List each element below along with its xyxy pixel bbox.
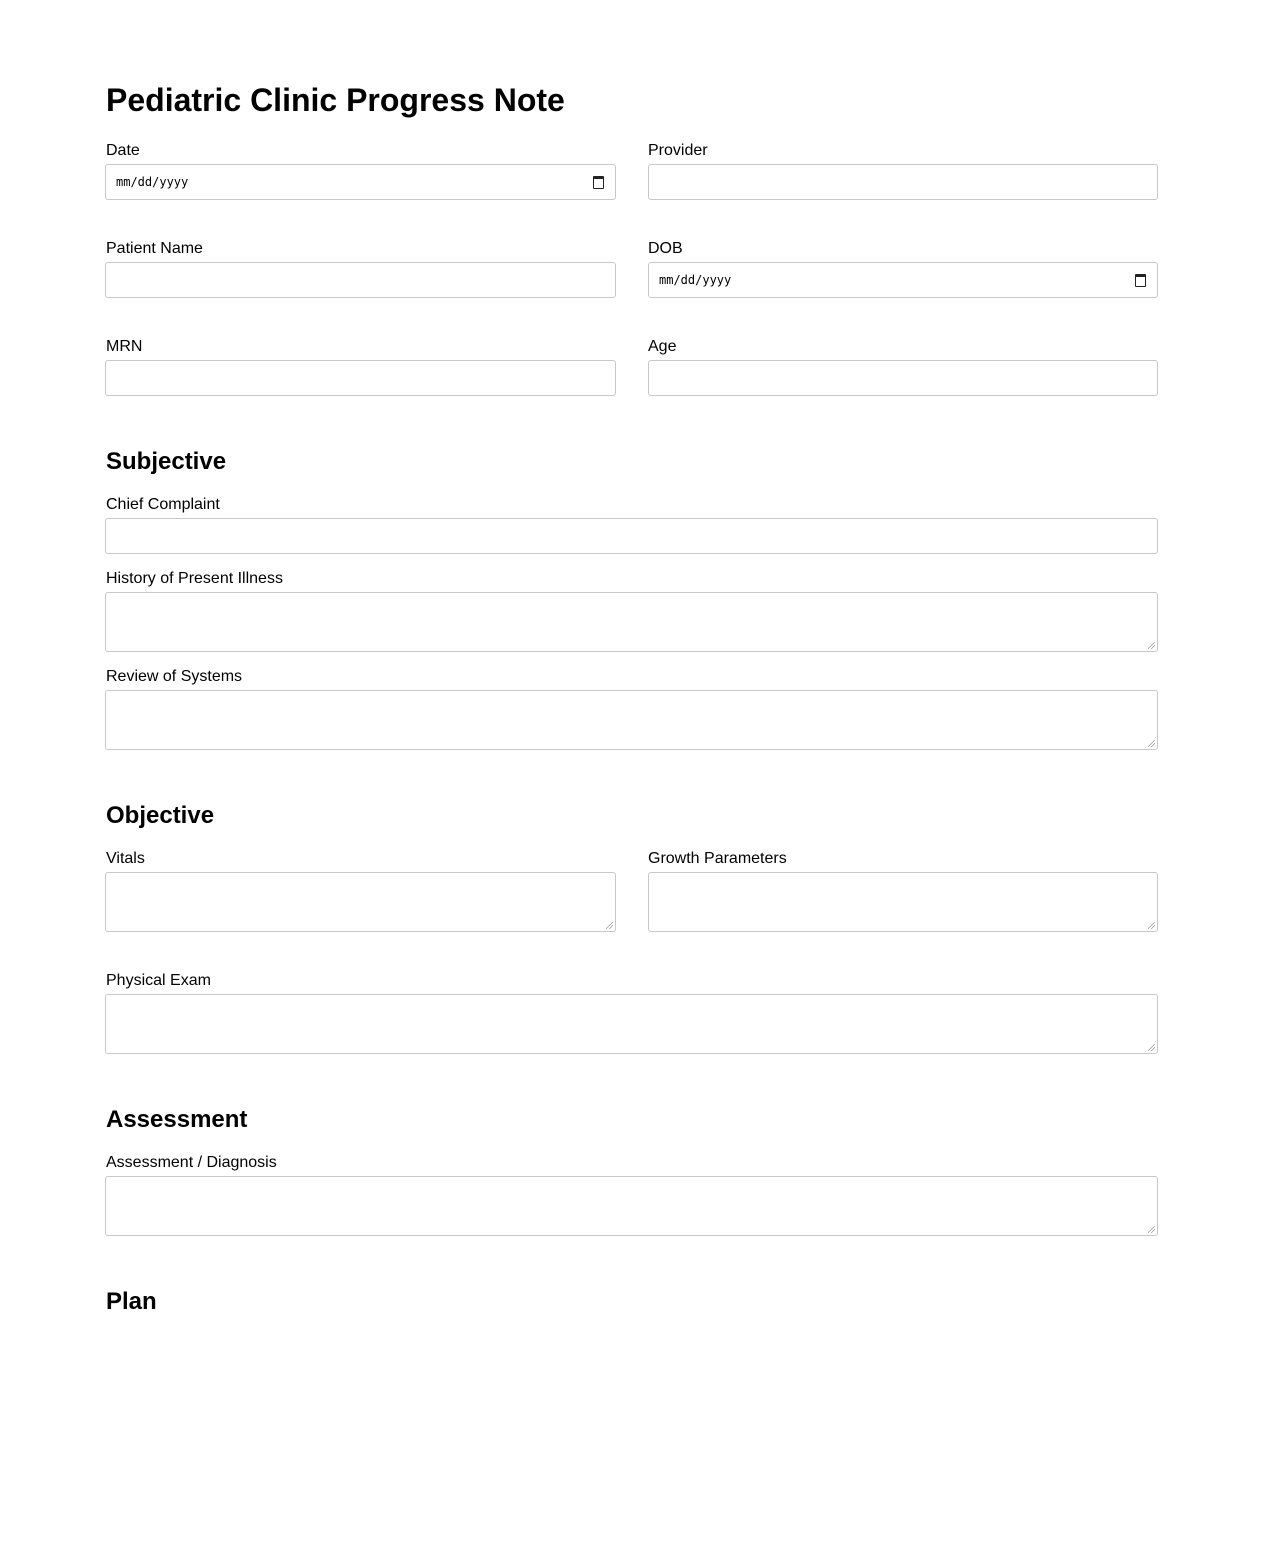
age-label: Age — [648, 338, 677, 355]
resize-handle-icon[interactable] — [1148, 922, 1155, 929]
growth-textarea[interactable] — [648, 872, 1158, 932]
vitals-label: Vitals — [106, 850, 145, 867]
provider-label: Provider — [648, 142, 708, 159]
patient-name-input[interactable] — [105, 262, 616, 298]
age-input[interactable] — [648, 360, 1158, 396]
hpi-textarea[interactable] — [105, 592, 1158, 652]
dob-label: DOB — [648, 240, 683, 257]
physical-exam-label: Physical Exam — [106, 972, 211, 989]
assessment-heading: Assessment — [106, 1106, 248, 1133]
date-placeholder: mm/dd/yyyy — [116, 175, 189, 189]
dob-input[interactable] — [648, 262, 1158, 298]
ros-label: Review of Systems — [106, 668, 243, 685]
vitals-textarea[interactable] — [105, 872, 616, 932]
date-input[interactable] — [105, 164, 616, 200]
physical-exam-textarea[interactable] — [105, 994, 1158, 1054]
ros-textarea[interactable] — [105, 690, 1158, 750]
growth-label: Growth Parameters — [648, 850, 787, 867]
objective-heading: Objective — [106, 802, 215, 829]
calendar-icon[interactable] — [593, 176, 604, 189]
mrn-label: MRN — [106, 338, 143, 355]
hpi-label: History of Present Illness — [106, 570, 283, 587]
chief-complaint-label: Chief Complaint — [106, 496, 220, 513]
date-label: Date — [106, 142, 140, 159]
diagnosis-label: Assessment / Diagnosis — [106, 1154, 277, 1171]
chief-complaint-input[interactable] — [105, 518, 1158, 554]
subjective-heading: Subjective — [106, 448, 227, 475]
calendar-icon[interactable] — [1135, 274, 1146, 287]
diagnosis-textarea[interactable] — [105, 1176, 1158, 1236]
resize-handle-icon[interactable] — [1148, 1226, 1155, 1233]
resize-handle-icon[interactable] — [1148, 740, 1155, 747]
page-title: Pediatric Clinic Progress Note — [106, 82, 565, 118]
provider-input[interactable] — [648, 164, 1158, 200]
resize-handle-icon[interactable] — [1148, 642, 1155, 649]
plan-heading: Plan — [106, 1288, 157, 1315]
resize-handle-icon[interactable] — [606, 922, 613, 929]
patient-name-label: Patient Name — [106, 240, 203, 257]
mrn-input[interactable] — [105, 360, 616, 396]
resize-handle-icon[interactable] — [1148, 1044, 1155, 1051]
dob-placeholder: mm/dd/yyyy — [659, 273, 732, 287]
